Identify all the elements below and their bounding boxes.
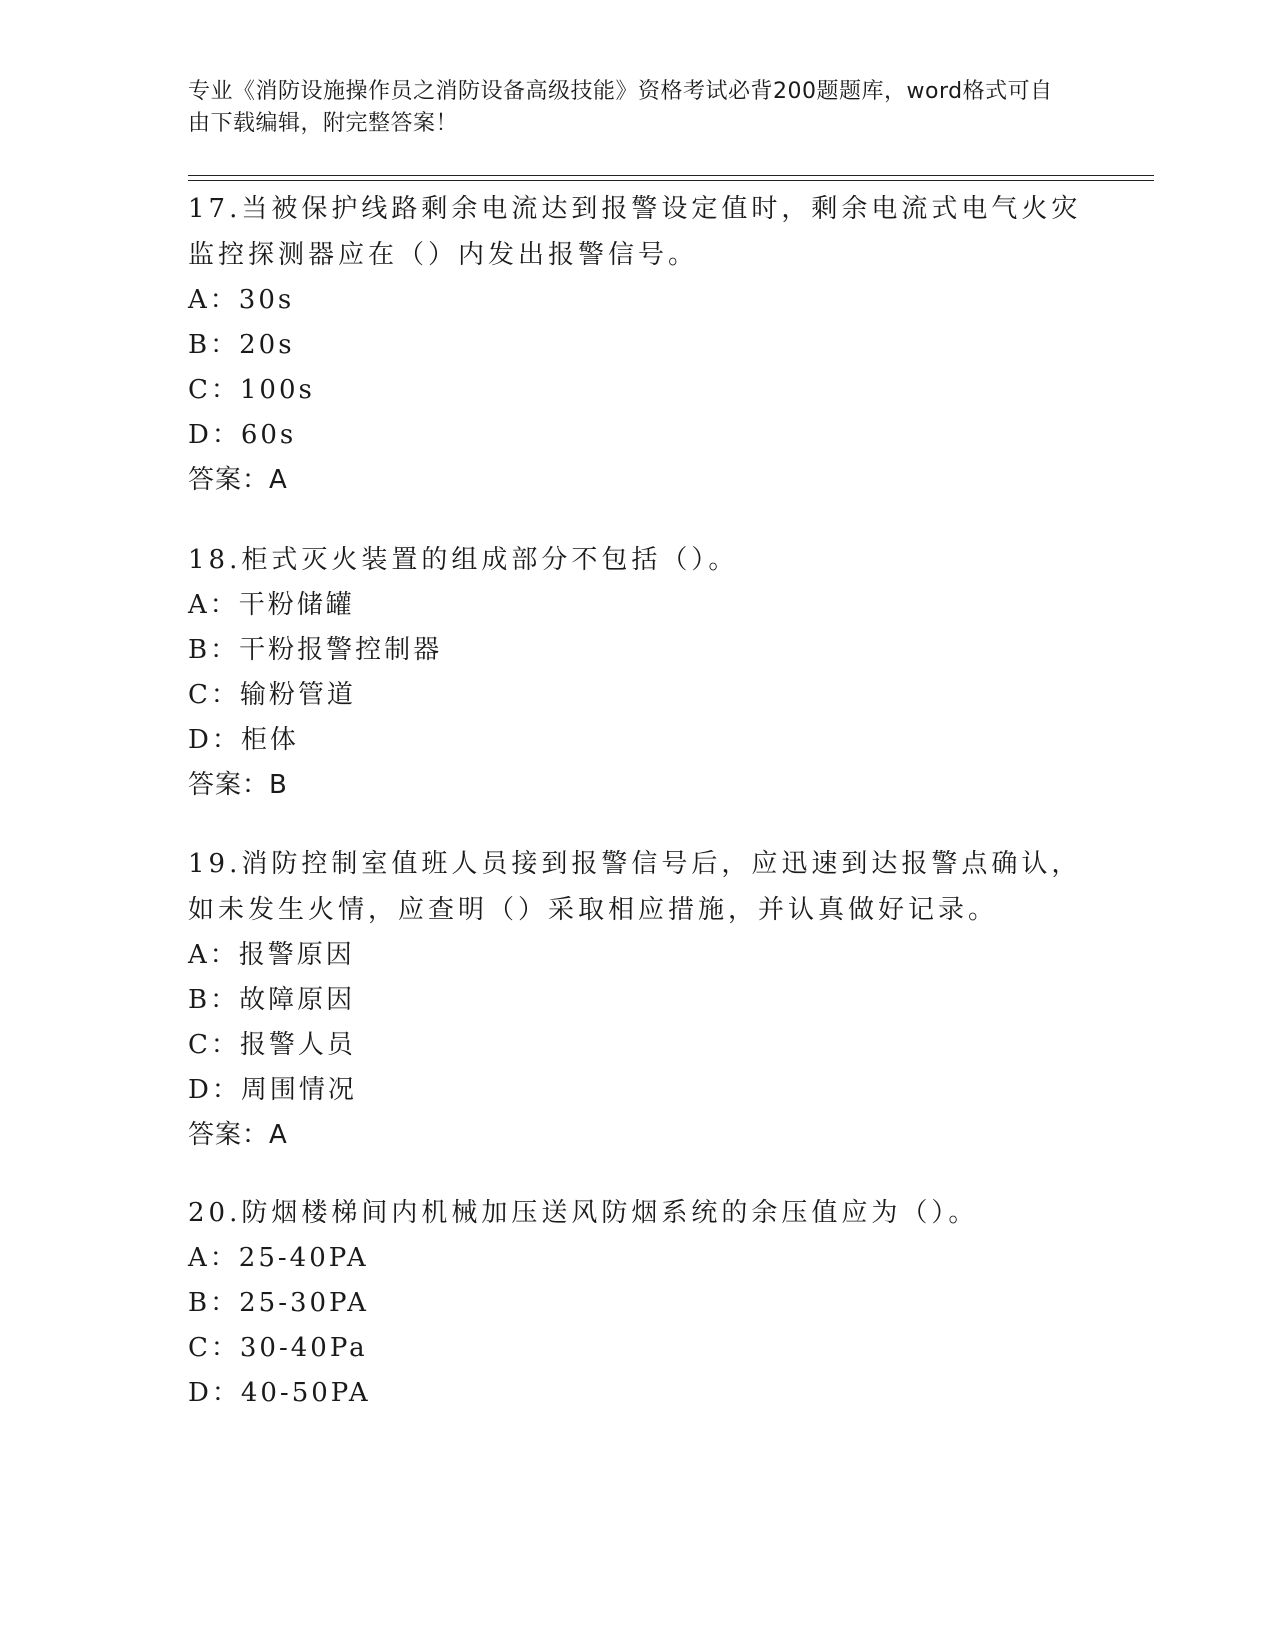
option-a: A：干粉储罐 xyxy=(188,590,355,620)
option-d: D：周围情况 xyxy=(188,1075,357,1105)
option-c: C：30-40Pa xyxy=(188,1333,368,1363)
question-19 xyxy=(188,841,1088,1158)
question-17 xyxy=(188,186,1088,503)
question-stem: 20.防烟楼梯间内机械加压送风防烟系统的余压值应为（）。 xyxy=(188,1198,979,1228)
option-b: B：25-30PA xyxy=(188,1288,369,1318)
option-d: D：柜体 xyxy=(188,725,299,755)
answer: 答案：A xyxy=(188,465,288,495)
option-d: D：60s xyxy=(188,420,297,450)
question-stem: 19.消防控制室值班人员接到报警信号后，应迅速到达报警点确认，如未发生火情，应查明（）采取相应措施，并认真做好记录。 xyxy=(188,849,1082,925)
option-b: B：故障原因 xyxy=(188,985,356,1015)
option-a: A：报警原因 xyxy=(188,940,355,970)
header-divider-top xyxy=(188,175,1154,176)
header-divider-bottom xyxy=(188,180,1154,181)
answer: 答案：B xyxy=(188,770,288,800)
option-b: B：干粉报警控制器 xyxy=(188,635,443,665)
answer: 答案：A xyxy=(188,1120,288,1150)
question-20 xyxy=(188,1190,1088,1416)
question-stem: 18.柜式灭火装置的组成部分不包括（）。 xyxy=(188,545,739,575)
option-c: C：报警人员 xyxy=(188,1030,356,1060)
option-d: D：40-50PA xyxy=(188,1378,371,1408)
document-header: 专业《消防设施操作员之消防设备高级技能》资格考试必背200题题库，word格式可自由下载编辑，附完整答案！ xyxy=(188,79,1053,136)
question-18 xyxy=(188,537,1088,808)
option-c: C：100s xyxy=(188,375,315,405)
option-a: A：25-40PA xyxy=(188,1243,369,1273)
question-stem: 17.当被保护线路剩余电流达到报警设定值时，剩余电流式电气火灾监控探测器应在（）内发出报警信号。 xyxy=(188,194,1082,270)
option-b: B：20s xyxy=(188,330,295,360)
option-c: C：输粉管道 xyxy=(188,680,356,710)
option-a: A：30s xyxy=(188,285,295,315)
